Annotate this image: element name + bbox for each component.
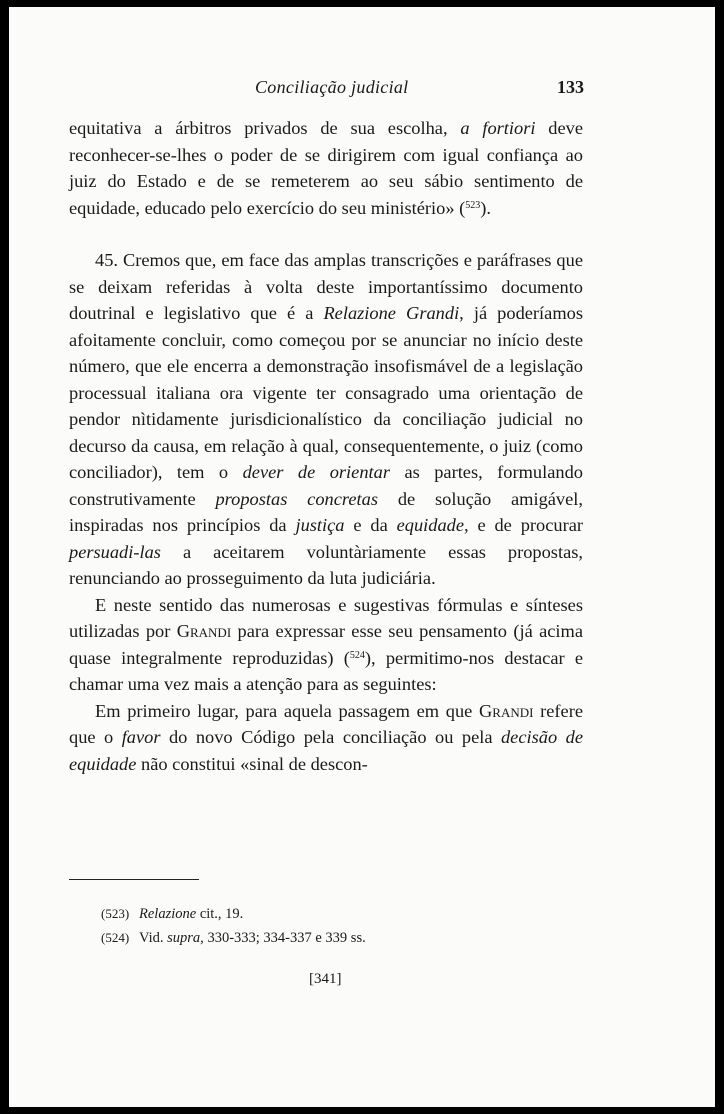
italic-text: a fortiori [460, 118, 536, 138]
italic-text: favor [121, 727, 161, 747]
folio-number: [341] [309, 971, 342, 987]
italic-text: supra, [167, 930, 204, 946]
text-run: refere que o [69, 700, 583, 747]
italic-text: dever de orientar [242, 462, 390, 482]
text-run: as partes, formulando construtivamente [69, 462, 583, 509]
text-run: a aceitarem voluntàriamente essas propostas, renunciando ao prosseguimento da luta judiciária. [69, 541, 583, 588]
text-run: não constitui «sinal de descon- [136, 753, 368, 774]
text-run: já poderíamos afoitamente concluir, como começou por se anunciar no início deste número, que ele encerra a demonstração insofismável de a legislação processual italiana ora vigente ter consagrado uma orientação de pendor nìtidamente jurisdicionalístico da conciliação judicial no decurso da causa, em relação à qual, consequentemente, o juiz (como conciliador), tem o [69, 303, 583, 482]
paragraph [69, 698, 583, 778]
footnote [101, 902, 581, 926]
footnote [101, 926, 581, 950]
footnote-reference: 523 [465, 199, 481, 211]
italic-text: persuadi-las [69, 541, 161, 562]
italic-text: decisão de equidade [69, 727, 583, 774]
text-run: ), permitimo-nos destacar e chamar uma vez mais a atenção para as seguintes: [69, 647, 584, 694]
text-run: ). [480, 197, 492, 218]
author-name: Grandi [479, 700, 534, 721]
paragraph [69, 247, 583, 592]
paragraph [69, 592, 583, 698]
text-run: 330-333; 334-337 e 339 ss. [203, 930, 366, 946]
text-run: Em primeiro lugar, para aquela passagem em que [95, 700, 479, 721]
paragraph [69, 115, 583, 221]
footnotes [101, 902, 581, 950]
text-run: e de procurar [468, 515, 583, 535]
author-name: Grandi [176, 621, 232, 641]
italic-text: Relazione Grandi, [323, 303, 464, 323]
text-run: deve reconhecer-se-lhes o poder de se dirigirem com igual confiança ao juiz do Estado e de se remeterem ao seu sábio sentimento de equidade, educado pelo exercício do seu ministério» ( [69, 118, 583, 218]
page-number: 133 [557, 77, 584, 97]
text-run: Vid. [139, 930, 168, 946]
italic-text: Relazione [139, 906, 197, 922]
italic-text: equidade, [396, 515, 469, 535]
italic-text: justiça [295, 515, 345, 535]
text-run: cit., 19. [196, 906, 244, 922]
text-run: 45. Cremos que, em face das amplas transcrições e paráfrases que se deixam referidas à volta deste importantíssimo documento doutrinal e legislativo que é a [69, 250, 583, 323]
text-run: E neste sentido das numerosas e sugestivas fórmulas e sínteses utilizadas por [69, 594, 583, 641]
book-page [9, 7, 715, 1107]
footnote-reference: 524 [349, 649, 365, 661]
running-title: Conciliação judicial [255, 77, 409, 97]
text-run: para expressar esse seu pensamento (já acima quase integralmente reproduzidas) ( [69, 621, 584, 668]
italic-text: propostas concretas [215, 488, 378, 509]
footnote-mark: (524) [101, 930, 130, 945]
body-text [69, 115, 583, 777]
footnote-separator [69, 879, 199, 880]
page-header [9, 77, 715, 101]
text-run: equitativa a árbitros privados de sua escolha, [69, 118, 461, 138]
text-run: do novo Código pela conciliação ou pela [160, 727, 501, 747]
text-run: de solução amigável, inspiradas nos princípios da [69, 488, 583, 535]
footnote-mark: (523) [101, 906, 130, 921]
text-run: e da [344, 515, 397, 535]
paragraph-gap [69, 221, 583, 247]
